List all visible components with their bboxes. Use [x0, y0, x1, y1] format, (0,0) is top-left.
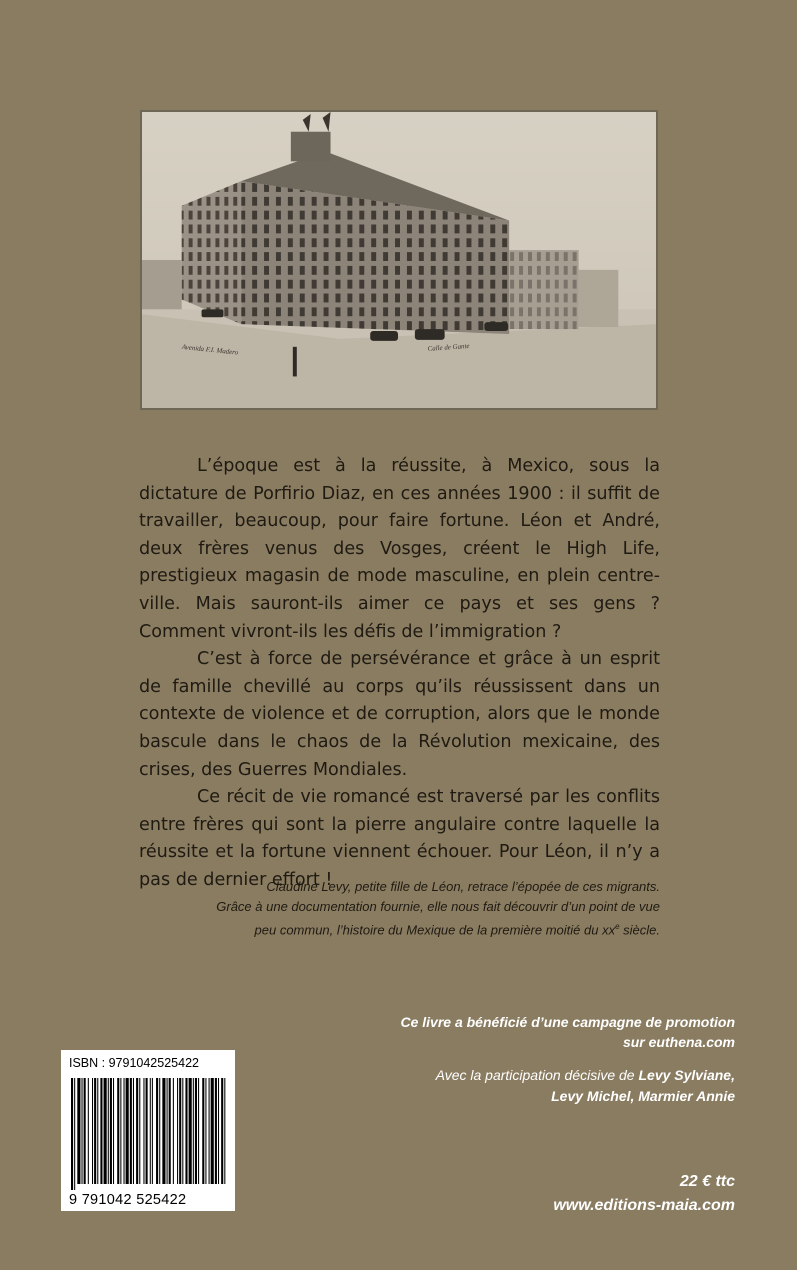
barcode-bar [77, 1078, 80, 1184]
barcode-bar [205, 1078, 206, 1184]
author-note [120, 877, 660, 940]
barcode-bar [185, 1078, 187, 1184]
participation-note [315, 1065, 735, 1107]
building-illustration [142, 112, 656, 408]
photo-caption-left: Avenida F.I. Madero [181, 343, 239, 357]
price: 22 € ttc [679, 1173, 735, 1190]
blurb-paragraph: C’est à force de persévérance et grâce à un esprit de famille chevillé au corps qu’ils réussissent dans un contexte de violence et de corruption, alors que le monde bascule dans le chaos de la Révolution mexicaine, des crises, des Guerres Mondiales. [139, 649, 660, 780]
century-numeral: xx [602, 922, 616, 938]
barcode-bar [88, 1078, 89, 1184]
promo-line: Ce livre a bénéficié d’une campagne de promotion [400, 1014, 735, 1030]
barcode-bar [146, 1078, 148, 1184]
barcode-bar [97, 1078, 98, 1184]
barcode-bar [224, 1078, 225, 1184]
publisher-website: www.editions-maia.com [553, 1197, 735, 1214]
cover-photo-building [140, 110, 658, 410]
barcode-bar [167, 1078, 168, 1184]
author-note-text: peu commun, l’histoire du Mexique de la première moitié du [254, 922, 603, 938]
barcode-bar [92, 1078, 93, 1184]
isbn-label: ISBN : 9791042525422 [69, 1056, 199, 1070]
barcode-bar [159, 1078, 160, 1184]
barcode-bar [113, 1078, 114, 1184]
barcode-bar [126, 1078, 129, 1184]
barcode-bar [74, 1078, 75, 1190]
barcode-bar [193, 1078, 194, 1184]
barcode-icon [69, 1078, 227, 1190]
barcode-bar [124, 1078, 125, 1184]
barcode-bar [198, 1078, 199, 1184]
barcode-bar [195, 1078, 197, 1184]
barcode-bar [104, 1078, 107, 1184]
barcode-bar [139, 1078, 140, 1184]
barcode-digits: 9 791042 525422 [69, 1192, 187, 1208]
blurb-paragraph: L’époque est à la réussite, à Mexico, sous la dictature de Porfirio Diaz, en ces années 1900 : il suffit de travailler, beaucoup, pour faire fortune. Léon et André, deux frères venus des Vosges, créent le High Life, prestigieux magasin de mode masculine, en plein centre-ville. Mais sauront-ils aimer ce pays et ses gens ? Comment vivront-ils les défis de l’immigration ? [139, 456, 660, 642]
barcode-bar [211, 1078, 214, 1184]
barcode-bar [182, 1078, 183, 1184]
barcode-bar [150, 1078, 151, 1184]
participation-line [315, 1086, 735, 1107]
barcode-bar [110, 1078, 112, 1184]
price-block [553, 1170, 735, 1218]
barcode-bar [156, 1078, 158, 1184]
author-note-line [120, 917, 660, 940]
author-note-line: Grâce à une documentation fournie, elle nous fait découvrir d’un point de vue [216, 899, 660, 914]
barcode-bar [143, 1078, 144, 1184]
barcode-bar [71, 1078, 73, 1190]
promo-link: sur euthena.com [622, 1034, 735, 1050]
barcode-bar [152, 1078, 153, 1184]
promo-note [315, 1012, 735, 1052]
barcode-bar [94, 1078, 96, 1184]
author-note-line: Claudine Levy, petite fille de Léon, retrace l’épopée de ces migrants. [266, 879, 660, 894]
author-note-text: siècle. [619, 922, 660, 938]
blurb-paragraph: Ce récit de vie romancé est traversé par les conflits entre frères qui sont la pierre angulaire contre laquelle la réussite et la fortune viennent échouer. Pour Léon, il n’y a pas de dernier effort ! [139, 787, 660, 890]
barcode-bar [82, 1078, 83, 1184]
participation-names: Levy Sylviane, [638, 1067, 735, 1083]
barcode-bar [133, 1078, 134, 1184]
barcode-bar [177, 1078, 178, 1184]
participation-prefix: Avec la participation décisive de [435, 1067, 639, 1083]
century-superscript: e [615, 922, 620, 931]
participation-names: Levy Michel, Marmier Annie [551, 1088, 735, 1104]
barcode-bar [221, 1078, 223, 1184]
isbn-barcode-box [61, 1050, 235, 1211]
participation-line [315, 1065, 735, 1086]
barcode-bar [130, 1078, 132, 1184]
barcode-bar [209, 1078, 210, 1184]
barcode-bar [84, 1078, 86, 1184]
barcode-bar [215, 1078, 217, 1184]
back-cover-blurb [139, 453, 660, 895]
barcode-bar [108, 1078, 109, 1184]
barcode-bar [100, 1078, 102, 1184]
barcode-bar [202, 1078, 204, 1184]
barcode-bar [173, 1078, 174, 1184]
barcode-bar [189, 1078, 192, 1184]
barcode-bar [169, 1078, 171, 1184]
photo-caption-right: Calle de Gante [427, 342, 470, 353]
barcode-bar [136, 1078, 138, 1184]
barcode-bar [117, 1078, 119, 1184]
barcode-bar [120, 1078, 121, 1184]
barcode-bar [162, 1078, 165, 1184]
barcode-bar [218, 1078, 219, 1184]
barcode-bar [179, 1078, 181, 1184]
